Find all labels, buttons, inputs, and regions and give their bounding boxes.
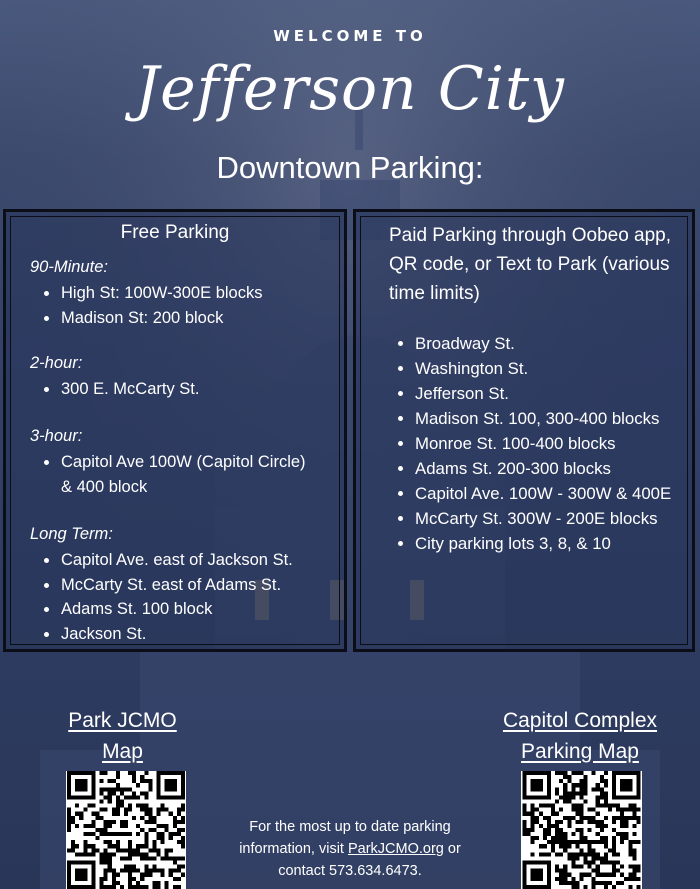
park-jcmo-map-link[interactable] bbox=[40, 705, 205, 767]
list-item: Broadway St. bbox=[384, 331, 684, 356]
city-title: Jefferson City bbox=[135, 54, 565, 124]
page-subtitle: Downtown Parking: bbox=[216, 150, 484, 185]
list-item: High St: 100W-300E blocks bbox=[30, 281, 262, 306]
link-line[interactable]: Map bbox=[102, 740, 143, 763]
list-item: Adams St. 200-300 blocks bbox=[384, 456, 684, 481]
link-line[interactable]: Park JCMO bbox=[68, 709, 177, 732]
list-item: Madison St: 200 block bbox=[30, 306, 262, 331]
park-jcmo-url-link[interactable]: ParkJCMO.org bbox=[347, 841, 444, 857]
list-item: Adams St. 100 block bbox=[30, 597, 293, 622]
free-parking-panel bbox=[3, 209, 347, 652]
list-item: Capitol Ave 100W (Capitol Circle) & 400 block bbox=[30, 450, 310, 499]
paid-parking-panel bbox=[353, 209, 695, 652]
list-item: Madison St. 100, 300-400 blocks bbox=[384, 406, 684, 431]
list-item: Washington St. bbox=[384, 356, 684, 381]
footer-note bbox=[200, 816, 500, 882]
qr-code-capitol-complex[interactable] bbox=[521, 771, 642, 889]
list-item: McCarty St. 300W - 200E blocks bbox=[384, 506, 684, 531]
list-item: City parking lots 3, 8, & 10 bbox=[384, 531, 684, 556]
paid-parking-list bbox=[384, 331, 684, 556]
link-line[interactable]: Parking Map bbox=[521, 740, 639, 763]
group-label: 2-hour: bbox=[30, 354, 83, 372]
list-item: Jefferson St. bbox=[384, 381, 684, 406]
group-2-hour bbox=[30, 354, 199, 402]
group-label: Long Term: bbox=[30, 525, 113, 543]
footer-text: or bbox=[443, 841, 461, 857]
footer-line bbox=[200, 838, 500, 860]
link-line[interactable]: Capitol Complex bbox=[502, 709, 658, 732]
footer-line: For the most up to date parking bbox=[249, 819, 451, 835]
group-3-hour bbox=[30, 427, 310, 499]
footer-text: information, visit bbox=[239, 841, 348, 857]
group-label: 3-hour: bbox=[30, 427, 83, 445]
footer-line: contact 573.634.6473. bbox=[278, 863, 422, 879]
paid-parking-title: Paid Parking through Oobeo app, QR code, or Text to Park (various time limits) bbox=[389, 225, 672, 304]
capitol-complex-map-link[interactable] bbox=[470, 705, 690, 767]
list-item: 300 E. McCarty St. bbox=[30, 377, 199, 402]
free-parking-title: Free Parking bbox=[120, 222, 230, 243]
list-item: Capitol Ave. east of Jackson St. bbox=[30, 548, 293, 573]
group-long-term bbox=[30, 525, 293, 646]
list-item: Monroe St. 100-400 blocks bbox=[384, 431, 684, 456]
group-90-minute bbox=[30, 258, 262, 330]
list-item: Jackson St. bbox=[30, 622, 293, 647]
list-item: Capitol Ave. 100W - 300W & 400E bbox=[384, 481, 684, 506]
qr-code-park-jcmo[interactable] bbox=[66, 771, 186, 889]
list-item: McCarty St. east of Adams St. bbox=[30, 573, 293, 598]
group-label: 90-Minute: bbox=[30, 258, 108, 276]
welcome-heading: WELCOME TO bbox=[273, 27, 427, 45]
